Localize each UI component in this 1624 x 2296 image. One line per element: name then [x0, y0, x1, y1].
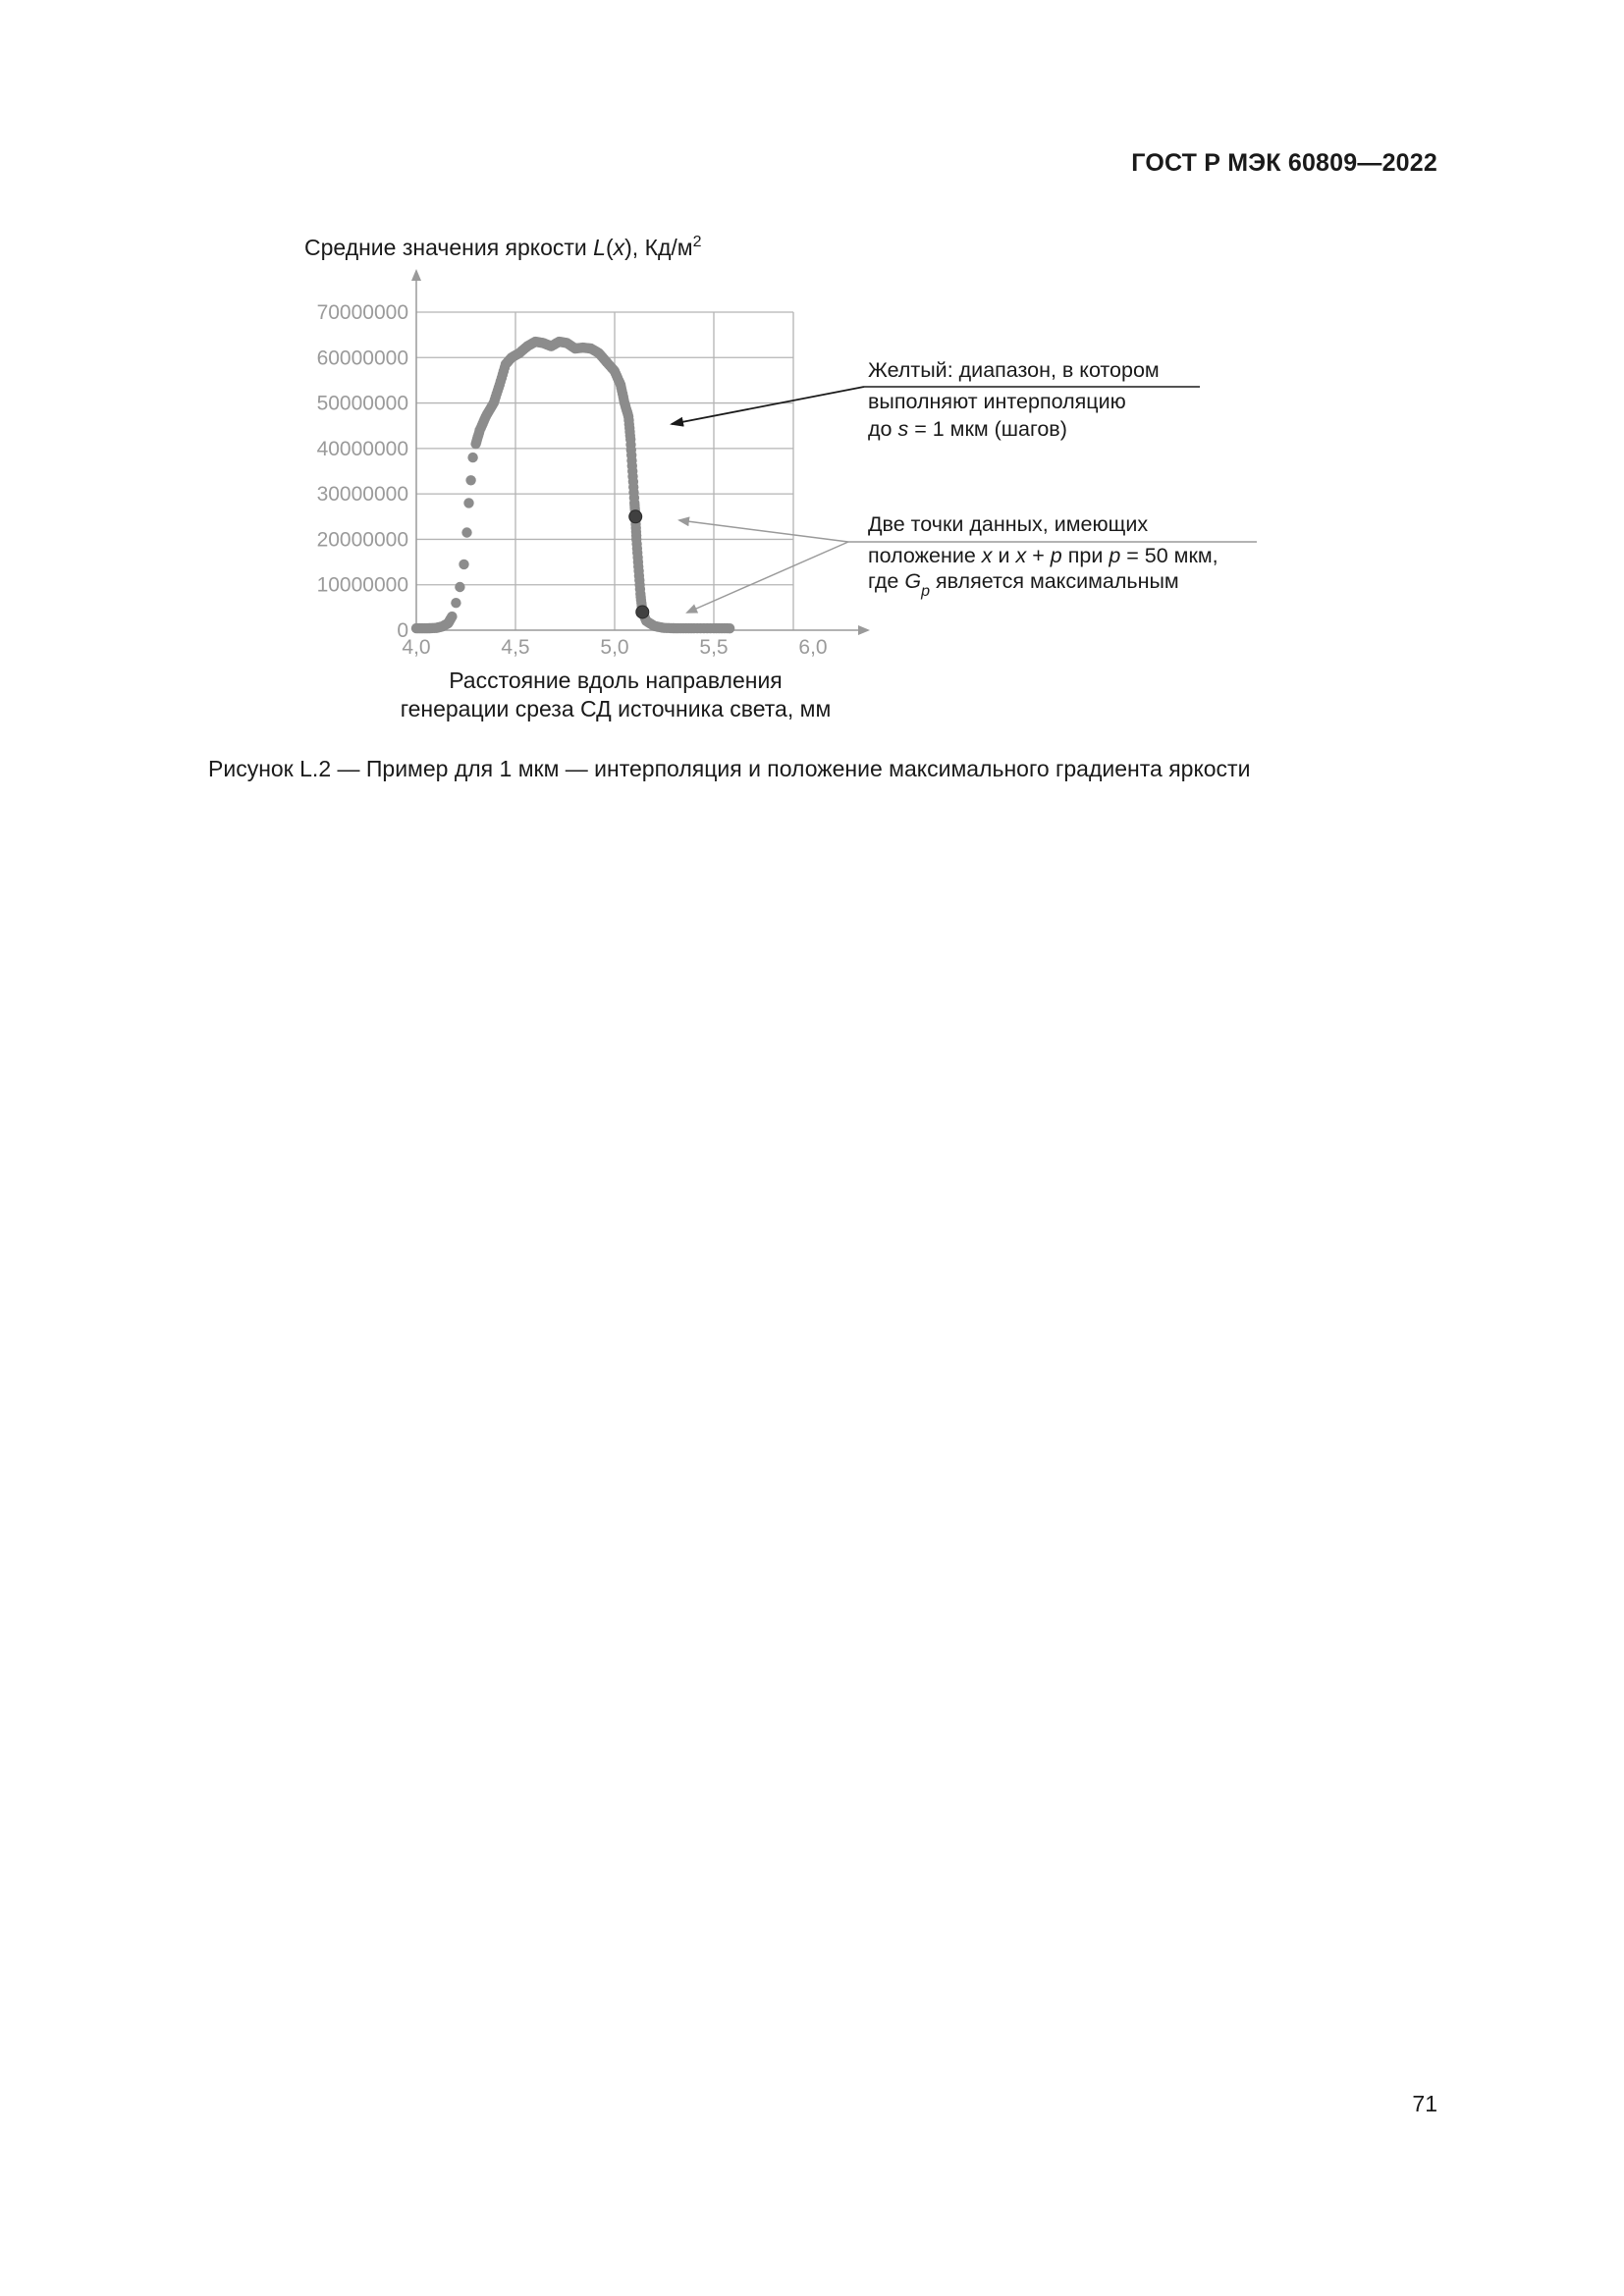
data-point: [467, 453, 477, 462]
x-tick-label: 4,5: [501, 636, 530, 659]
document-header: ГОСТ Р МЭК 60809—2022: [1131, 149, 1437, 177]
y-axis-label: Средние значения яркости L(x), $Кд/м^2$: [304, 234, 702, 260]
x-tick-label: 5,5: [699, 636, 729, 659]
y-tick-label: 60000000: [316, 347, 408, 370]
x-tick-labels: [402, 636, 827, 659]
highlighted-data-point: [636, 606, 649, 618]
data-point: [725, 623, 734, 633]
annotation-interpolation-range: [672, 358, 1200, 441]
annotation-yellow-line2: выполняют интерполяцию: [868, 390, 1126, 413]
y-tick-label: 70000000: [316, 301, 408, 324]
data-point: [455, 582, 464, 592]
annotation-arrow-upper-point: [679, 520, 848, 542]
y-tick-label: 30000000: [316, 483, 408, 507]
annotation-points-line2: положение x и x + p при p = 50 мкм,: [868, 544, 1218, 567]
x-axis-label-line1: Расстояние вдоль направления: [449, 667, 783, 693]
figure-caption: Рисунок L.2 — Пример для 1 мкм — интерполяция и положение максимального градиента яркости: [208, 756, 1251, 781]
page-number: 71: [1412, 2091, 1437, 2116]
y-tick-label: 10000000: [316, 573, 408, 597]
figure: [0, 0, 1624, 785]
data-point: [461, 527, 471, 537]
annotation-arrow-interpolation: [672, 387, 864, 424]
annotation-yellow-line1: Желтый: диапазон, в котором: [868, 358, 1160, 382]
data-point: [463, 498, 473, 507]
y-tick-label: 40000000: [316, 437, 408, 460]
annotation-max-gradient: [679, 512, 1257, 613]
y-tick-label: 0: [397, 619, 408, 642]
data-point: [459, 560, 468, 569]
data-point: [465, 475, 475, 485]
y-tick-label: 20000000: [316, 528, 408, 552]
x-axis-label-line2: генерации среза СД источника света, мм: [400, 696, 832, 721]
annotation-yellow-line3: до s = 1 мкм (шагов): [868, 417, 1067, 441]
y-tick-label: 50000000: [316, 392, 408, 415]
y-tick-labels: [317, 301, 408, 642]
x-tick-label: 5,0: [600, 636, 629, 659]
annotation-points-line1: Две точки данных, имеющих: [868, 512, 1149, 536]
x-tick-label: 4,0: [402, 636, 431, 659]
data-point: [447, 612, 457, 621]
data-points: [411, 337, 735, 633]
annotation-arrow-lower-point: [687, 542, 848, 613]
highlighted-data-point: [629, 510, 642, 523]
annotation-points-line3: где $G_p$ является максимальным: [868, 569, 1179, 600]
x-tick-label: 6,0: [798, 636, 828, 659]
data-point: [451, 598, 460, 608]
luminance-chart: [0, 0, 1624, 785]
